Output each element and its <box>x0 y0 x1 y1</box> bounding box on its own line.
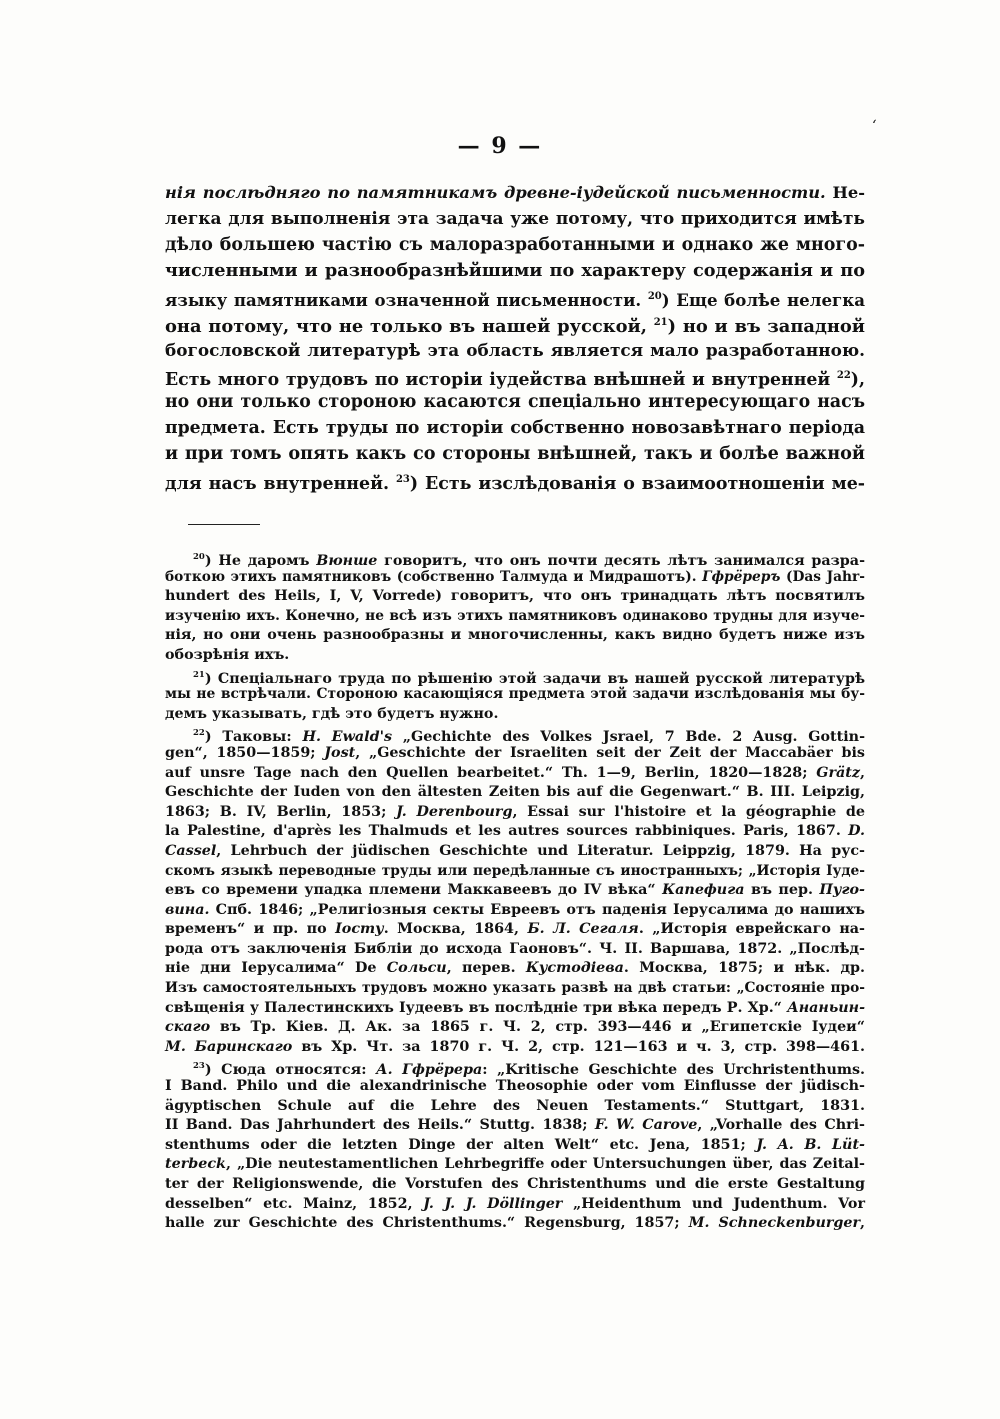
footnote-reference: 22 <box>193 728 205 739</box>
italic-text-run: J. A. B. Lüt- <box>756 1136 865 1153</box>
footnote-reference: 20 <box>193 552 205 562</box>
text-run: ) Спеціальнаго труда по рѣшенію этой задачи въ нашей русской литературѣ <box>204 670 865 687</box>
italic-text-run: Іосту <box>335 921 384 938</box>
footnote-line <box>165 646 865 666</box>
text-run: дѣло большею частію съ малоразработанными и однако же много- <box>165 235 865 256</box>
text-run: , Essai sur l'histoire et la géographie de <box>512 803 865 820</box>
text-run: ) Есть изслѣдованія о взаимоотношеніи ме- <box>409 474 865 495</box>
footnote-line <box>165 705 865 725</box>
text-run: auf unsre Tage nach den Quellen bearbeitet.“ Th. 1—9, Berlin, 1820—1828; <box>165 764 817 781</box>
text-run: ) Таковы: <box>204 729 303 746</box>
footnote-line <box>165 803 865 823</box>
stray-ink-mark: ‘ <box>872 118 877 134</box>
text-run: , „Vorhalle des Chri- <box>697 1117 865 1134</box>
footnote-line <box>165 1195 865 1215</box>
footnote-line <box>165 685 865 705</box>
text-run: обозрѣнія ихъ. <box>165 646 290 663</box>
text-run: изученію ихъ. Конечно, не всѣ изъ этихъ памятниковъ одинаково трудны для изуче- <box>165 607 865 624</box>
footnote-line <box>165 1136 865 1156</box>
italic-text-run: M. Schneckenburger <box>688 1215 861 1232</box>
text-line <box>165 284 865 310</box>
text-run: Спб. 1846; „Религіозныя секты Евреевъ отъ паденія Іерусалима до нашихъ <box>209 901 865 918</box>
text-line <box>165 310 865 336</box>
italic-text-run: нія послѣдняго по памятникамъ древне-іудейской письменности. <box>165 183 826 202</box>
text-line <box>165 337 865 363</box>
footnote-reference: 23 <box>395 474 410 486</box>
italic-text-run: D. <box>848 823 865 840</box>
main-paragraph <box>165 180 865 493</box>
footnote-line <box>165 1155 865 1175</box>
italic-text-run: J. Derenbourg <box>396 803 513 820</box>
footnote-line <box>165 764 865 784</box>
footnote-line <box>165 1214 865 1234</box>
text-run: Не- <box>825 183 865 202</box>
footnote-line <box>165 920 865 940</box>
text-run: въ Хр. Чт. за 1870 г. Ч. 2, стр. 121—163 и ч. 3, стр. 398—461. <box>292 1038 866 1055</box>
text-run: , „Die neutestamentlichen Lehrbegriffe oder Untersuchungen über, das Zeital- <box>225 1156 865 1173</box>
text-run: ) Еще болѣе нелегка <box>661 290 865 311</box>
text-run: Изъ самостоятельныхъ трудовъ можно указать развѣ на двѣ статьи: „Состояніе про- <box>165 980 865 997</box>
italic-text-run: Jost <box>324 744 356 761</box>
footnote-line <box>165 1057 865 1077</box>
footnote-reference: 21 <box>653 317 668 329</box>
footnote-line <box>165 999 865 1019</box>
footnote-line <box>165 842 865 862</box>
footnote-line <box>165 959 865 979</box>
text-run: (Das Jahr- <box>780 568 865 585</box>
italic-text-run: F. W. Carove <box>594 1117 698 1134</box>
text-run: легка для выполненія эта задача уже потому, что приходится имѣть <box>165 209 865 230</box>
text-run: gen“, 1850—1859; <box>165 744 325 761</box>
text-run: . „Исторія еврейскаго на- <box>638 921 865 938</box>
footnotes-block <box>165 548 865 1234</box>
text-run: I Band. Philo und die alexandrinische Theosophie oder vom Einflusse der jüdisch- <box>165 1078 865 1095</box>
text-run: ) Не даромъ <box>204 553 317 569</box>
footnote-line <box>165 626 865 646</box>
text-run: ніе дни Іерусалима“ De <box>165 960 387 977</box>
footnote-line <box>165 587 865 607</box>
text-run: она потому, что не только въ нашей русской, <box>165 316 654 338</box>
text-run: halle zur Geschichte des Christenthums.“ Regensburg, 1857; <box>165 1215 689 1232</box>
text-run: „Gechichte des Volkes Jsrael, 7 Bde. 2 Ausg. Gottin- <box>392 729 866 746</box>
italic-text-run: Кустодіева <box>525 960 624 977</box>
page-number: — 9 — <box>457 133 543 159</box>
text-line <box>165 232 865 258</box>
text-run: , „Geschichte der Israeliten seit der Zeit der Maccabäer bis <box>355 744 865 761</box>
text-run: . Москва, 1875; и нѣк. др. <box>623 960 865 977</box>
footnote-separator-rule <box>188 524 260 525</box>
footnote-line <box>165 568 865 588</box>
footnote-reference: 23 <box>193 1061 205 1072</box>
text-run: , <box>860 1215 865 1232</box>
footnote-line <box>165 744 865 764</box>
italic-text-run: Пуго- <box>819 882 865 899</box>
text-run: скомъ языкѣ переводные труды или передѣланные съ иностранныхъ; „Исторія Іуде- <box>165 862 865 879</box>
footnote-line <box>165 607 865 627</box>
text-line <box>165 206 865 232</box>
text-line <box>165 389 865 415</box>
text-run: свѣщенія у Палестинскихъ Іудеевъ въ послѣдніе три вѣка передъ Р. Хр.“ <box>165 999 788 1016</box>
text-run: ter der Religionswende, die Vorstufen des Christenthums und die erste Gestaltung <box>165 1176 865 1192</box>
footnote-line <box>165 979 865 999</box>
italic-text-run: Ананьин- <box>787 999 865 1016</box>
footnote-reference: 20 <box>647 291 662 303</box>
footnote-line <box>165 1175 865 1195</box>
footnote-line <box>165 1116 865 1136</box>
text-run: въ Тр. Кіев. Д. Ак. за 1865 г. Ч. 2, стр. 393—446 и „Египетскіе Іудеи“ <box>210 1019 865 1036</box>
text-run: Есть много трудовъ по исторіи іудейства внѣшней и внутренней <box>165 369 837 390</box>
text-run: hundert des Heils, I, V, Vorrede) говоритъ, что онъ тринадцать лѣтъ посвятилъ <box>165 588 865 605</box>
footnote-line <box>165 724 865 744</box>
footnote-line <box>165 666 865 686</box>
text-run: предмета. Есть труды по исторіи собственно новозавѣтнаго періода <box>165 417 865 438</box>
text-line <box>165 180 865 206</box>
text-run: и при томъ опять какъ со стороны внѣшней, такъ и болѣе важной <box>165 442 865 464</box>
italic-text-run: J. J. J. Döllinger <box>423 1195 563 1212</box>
text-run: богословской литературѣ эта область является мало разработанною. <box>165 339 865 360</box>
text-run: Geschichte der Iuden von den ältesten Zeiten bis auf die Gegenwart.“ B. III. Leipzig, <box>165 784 865 801</box>
italic-text-run: Вюнше <box>316 553 378 569</box>
text-run: ägyptischen Schule auf die Lehre des Neuen Testaments.“ Stuttgart, 1831. <box>165 1097 865 1114</box>
text-run: для насъ внутренней. <box>165 474 396 495</box>
text-line <box>165 363 865 389</box>
text-run: рода отъ заключенія Библіи до исхода Гаоновъ“. Ч. II. Варшава, 1872. „Послѣд- <box>165 940 865 957</box>
text-run: la Palestine, d'après les Thalmuds et les autres sources rabbiniques. Paris, 1867. <box>165 823 849 840</box>
text-run: въ пер. <box>744 882 820 899</box>
footnote-line <box>165 940 865 960</box>
text-run: desselben“ etc. Mainz, 1852, <box>165 1195 424 1212</box>
text-run: боткою этихъ памятниковъ (собственно Талмуда и Мидрашотъ). <box>165 568 703 585</box>
text-line <box>165 441 865 467</box>
text-run: численными и разнообразнѣйшими по характеру содержанія и по <box>165 260 865 282</box>
text-run: , Lehrbuch der jüdischen Geschichte und Literatur. Leippzig, 1879. На рус- <box>216 842 865 859</box>
footnote-line <box>165 548 865 568</box>
text-run: мы не встрѣчали. Стороною касающіяся предмета этой задачи изслѣдованія мы бу- <box>165 686 865 703</box>
italic-text-run: Б. Л. Сегаля <box>527 921 639 938</box>
footnote-line <box>165 1018 865 1038</box>
footnote-line <box>165 1038 865 1058</box>
text-run: но они только стороною касаются спеціально интересующаго насъ <box>165 391 865 412</box>
footnote-line <box>165 1077 865 1097</box>
italic-text-run: terbeck <box>165 1156 226 1173</box>
text-run: II Band. Das Jahrhundert des Heils.“ Stuttg. 1838; <box>165 1117 595 1134</box>
text-run: , перев. <box>446 960 526 977</box>
italic-text-run: Сольси <box>386 960 447 977</box>
text-run: временъ“ и пр. по <box>165 921 336 938</box>
text-line <box>165 415 865 441</box>
text-run: : „Kritische Geschichte des Urchristenthums. <box>482 1062 865 1079</box>
footnote-line <box>165 1097 865 1117</box>
footnote-line <box>165 901 865 921</box>
footnote-reference: 21 <box>193 669 205 680</box>
text-run: stenthums oder die letzten Dinge der alten Welt“ etc. Jena, 1851; <box>165 1136 757 1153</box>
italic-text-run: А. Гфрёрера <box>375 1062 483 1079</box>
text-run: . Москва, 1864, <box>383 921 528 938</box>
text-run: говоритъ, что онъ почти десять лѣтъ занимался разра- <box>377 553 865 569</box>
footnote-reference: 22 <box>836 369 851 381</box>
text-run: 1863; B. IV, Berlin, 1853; <box>165 803 397 820</box>
footnote-line <box>165 822 865 842</box>
text-line <box>165 258 865 284</box>
italic-text-run: Cassel <box>165 842 217 859</box>
footnote-line <box>165 862 865 882</box>
text-run: языку памятниками означенной письменности. <box>165 290 648 311</box>
text-run: ) Сюда относятся: <box>204 1062 376 1079</box>
italic-text-run: вина. <box>165 901 210 918</box>
text-run: демъ указывать, гдѣ это будетъ нужно. <box>165 705 499 722</box>
italic-text-run: Капефига <box>662 882 745 899</box>
text-run: „Heidenthum und Judenthum. Vor <box>562 1195 865 1212</box>
italic-text-run: М. Баринскаго <box>165 1038 293 1055</box>
text-line <box>165 467 865 493</box>
italic-text-run: скаго <box>165 1019 211 1036</box>
text-run: евъ со времени упадка племени Маккавеевъ до IV вѣка“ <box>165 882 663 899</box>
footnote-line <box>165 783 865 803</box>
footnote-line <box>165 881 865 901</box>
text-run: , <box>860 764 865 781</box>
italic-text-run: Grätz <box>816 764 861 781</box>
italic-text-run: H. Ewald's <box>302 729 393 746</box>
text-run: нія, но они очень разнообразны и многочисленны, какъ видно будетъ ниже изъ <box>165 627 865 644</box>
italic-text-run: Гфрёреръ <box>702 568 781 585</box>
text-run: ), <box>850 369 865 390</box>
text-run: ) но и въ западной <box>667 316 865 338</box>
